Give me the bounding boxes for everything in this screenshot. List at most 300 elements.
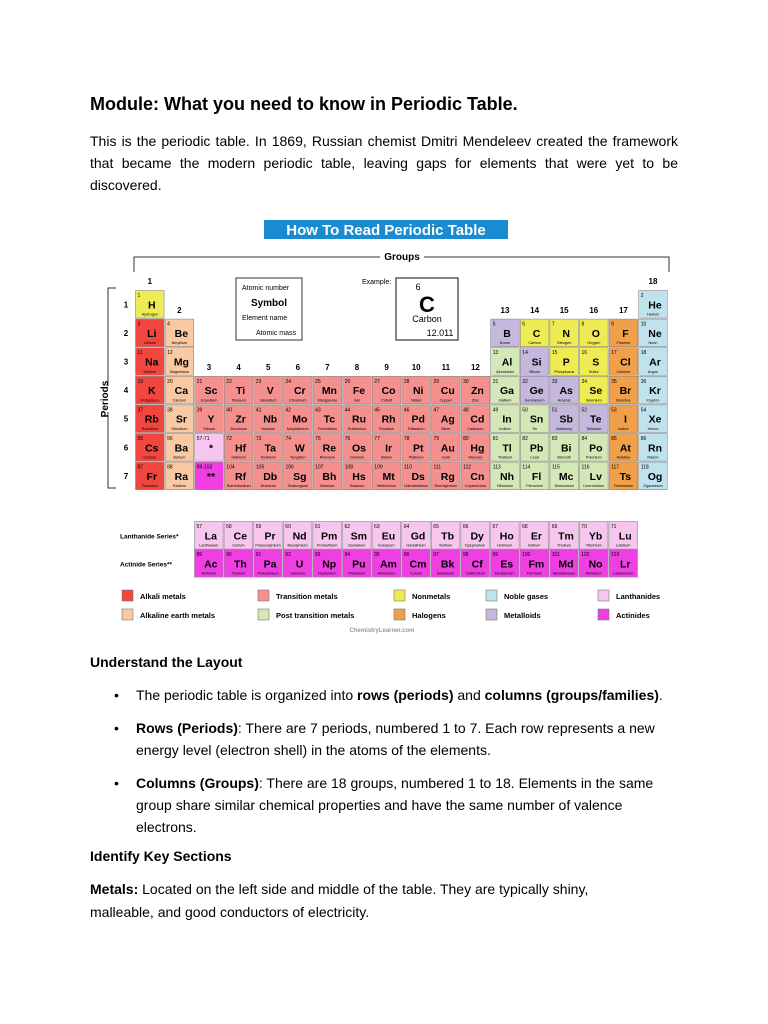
element-symbol: Na	[145, 356, 159, 369]
element-symbol: Fr	[146, 470, 158, 483]
element-name: Sulfur	[588, 369, 599, 374]
element-number: 96	[403, 552, 410, 558]
element-number: 46	[403, 407, 410, 414]
element-symbol: Pb	[529, 442, 544, 455]
element-name: Yttrium	[202, 427, 216, 431]
element-number: 58	[226, 524, 232, 530]
group-number: 4	[236, 363, 241, 372]
element-symbol: Si	[531, 356, 542, 369]
element-number: 31	[492, 378, 499, 385]
example-number: 6	[415, 282, 421, 292]
element-name: Carbon	[528, 341, 541, 346]
element-name: Lanthanum	[199, 543, 219, 548]
section-heading-key-sections: Identify Key Sections	[90, 848, 232, 864]
banner-title: How To Read Periodic Table	[286, 222, 486, 239]
element-symbol: Kr	[649, 385, 661, 398]
element-symbol: Ti	[236, 385, 246, 398]
element-symbol: Se	[589, 385, 603, 398]
element-name: Terbium	[438, 543, 453, 548]
element-number: 78	[403, 436, 410, 442]
element-symbol: Au	[440, 442, 455, 455]
element-number: 13	[492, 350, 499, 357]
element-name: Neodymium	[287, 543, 308, 548]
element-name: Lead	[530, 455, 539, 460]
element-number: 117	[611, 464, 620, 471]
element-symbol: Np	[322, 558, 337, 571]
element-number: 52	[581, 407, 588, 414]
element-symbol: Rf	[235, 470, 247, 483]
element-symbol: Ge	[529, 385, 544, 398]
key-element-name: Element name	[242, 315, 288, 322]
element-name: Dubnium	[260, 484, 276, 489]
element-number: 65	[433, 524, 439, 530]
element-name: Osmium	[349, 455, 365, 460]
element-symbol: Os	[351, 442, 367, 455]
element-number: 60	[285, 524, 291, 530]
element-symbol: Te	[590, 413, 602, 426]
element-number: 93	[314, 552, 321, 558]
element-name: Copernicium	[464, 484, 487, 489]
group-number: 18	[648, 277, 658, 286]
element-name: Cobalt	[381, 398, 393, 403]
element-name: Niobium	[261, 427, 276, 431]
list-item	[90, 684, 680, 706]
element-number: 63	[374, 524, 380, 530]
group-number: 8	[354, 363, 360, 372]
period-number: 2	[123, 328, 129, 338]
element-name: Einsteinium	[494, 571, 515, 576]
legend-swatch	[394, 590, 405, 601]
element-number: 86	[640, 436, 647, 442]
element-symbol: At	[619, 442, 631, 455]
element-name: Magnesium	[169, 369, 190, 374]
element-name: Berkelium	[437, 571, 455, 576]
element-number: 19	[137, 378, 144, 385]
element-number: 118	[640, 464, 649, 471]
element-symbol: Ir	[385, 442, 393, 455]
element-name: Mercury	[468, 455, 483, 460]
element-symbol: Po	[589, 442, 603, 455]
legend-label: Lanthanides	[616, 592, 661, 601]
element-symbol: Mt	[382, 470, 395, 483]
element-symbol: Hs	[352, 470, 366, 483]
element-symbol: F	[622, 327, 629, 340]
element-name: Thulium	[557, 543, 571, 548]
group-number: 7	[325, 363, 330, 372]
element-name: Lawrencium	[612, 571, 634, 576]
element-symbol: Fm	[528, 558, 545, 571]
element-symbol: Cl	[620, 356, 631, 369]
key-symbol: Symbol	[250, 298, 288, 309]
element-name: Neon	[648, 341, 658, 346]
element-symbol: Fe	[352, 385, 366, 398]
element-name: Radium	[172, 484, 186, 489]
element-number: 12	[167, 350, 173, 357]
element-symbol: Cf	[471, 558, 483, 571]
legend-label: Alkaline earth metals	[140, 611, 216, 620]
element-name: Ytterbium	[585, 543, 602, 548]
period-number: 1	[123, 300, 129, 310]
element-name: Astatine	[616, 455, 631, 460]
element-name: Ruthenium	[347, 427, 367, 431]
element-symbol: Bi	[560, 442, 572, 455]
element-symbol: Cs	[145, 442, 159, 455]
element-symbol: Bk	[440, 558, 455, 571]
element-symbol: Sc	[204, 385, 218, 398]
element-number: 74	[285, 436, 292, 442]
period-number: 6	[123, 443, 129, 453]
element-number: 16	[581, 350, 588, 357]
element-name: Moscovium	[554, 484, 574, 489]
group-number: 14	[530, 306, 540, 315]
element-number: 116	[581, 464, 590, 471]
element-number: 105	[255, 464, 265, 471]
legend-label: Transition metals	[276, 592, 338, 601]
bullet-bold: Rows (Periods)	[136, 720, 238, 736]
element-number: 106	[285, 464, 294, 471]
element-symbol: Pd	[411, 413, 425, 426]
element-name: Neptunium	[318, 571, 337, 576]
element-name: Beryllium	[171, 341, 188, 346]
element-symbol: Lv	[589, 470, 602, 483]
element-symbol: Pm	[321, 530, 338, 543]
element-symbol: Es	[500, 558, 514, 571]
element-number: 26	[344, 378, 351, 385]
element-number: 51	[551, 407, 558, 414]
element-name: Tellurium	[586, 427, 602, 431]
group-number: 16	[589, 306, 599, 315]
layout-bullet-list	[90, 684, 680, 849]
example-label: Example:	[362, 279, 392, 286]
element-symbol: Hg	[470, 442, 485, 455]
element-symbol: Ag	[440, 413, 455, 426]
element-name: Hassium	[349, 484, 365, 489]
element-name: Titanium	[231, 398, 246, 403]
element-name: Indium	[499, 427, 511, 431]
element-name: Americium	[377, 571, 396, 576]
element-symbol: Mg	[173, 356, 189, 369]
element-name: Californium	[465, 571, 485, 576]
element-symbol: Er	[530, 530, 542, 543]
element-number: 8	[581, 321, 585, 328]
element-symbol: Db	[263, 470, 278, 483]
element-symbol: In	[502, 413, 512, 426]
group-number: 13	[500, 306, 510, 315]
element-number: 71	[610, 524, 617, 530]
period-number: 3	[123, 357, 129, 367]
element-number: 11	[137, 350, 143, 357]
periods-label: Periods	[100, 380, 111, 418]
element-symbol: Th	[233, 558, 247, 571]
element-number: 25	[315, 378, 321, 385]
group-number: 15	[559, 306, 569, 315]
element-number: 70	[581, 524, 587, 530]
bullet-text: and	[453, 687, 485, 703]
element-symbol: La	[204, 530, 217, 543]
element-symbol: Ne	[648, 327, 662, 340]
element-symbol: N	[562, 327, 570, 340]
element-symbol: Cn	[470, 470, 485, 483]
element-name: Polonium	[585, 455, 602, 460]
element-name: Hydrogen	[141, 312, 159, 317]
element-number: 107	[315, 464, 324, 471]
element-number: 77	[374, 436, 380, 442]
element-name: Praseodymium	[255, 543, 281, 548]
element-symbol: Md	[558, 558, 574, 571]
element-symbol: Mc	[558, 470, 574, 483]
element-number: 81	[492, 436, 499, 442]
period-number: 7	[123, 471, 129, 481]
element-number: 67	[492, 524, 499, 530]
group-number: 12	[470, 363, 480, 372]
group-number: 10	[411, 363, 421, 372]
element-name: Iron	[353, 398, 361, 403]
element-name: Nickel	[411, 398, 422, 403]
bullet-bold: Columns (Groups)	[136, 775, 259, 791]
element-number: 57-71	[196, 436, 210, 442]
element-name: Scandium	[200, 398, 218, 403]
element-name: Phosphorus	[554, 369, 575, 374]
element-symbol: Yb	[588, 530, 603, 543]
element-symbol: Mo	[292, 413, 308, 426]
element-symbol: C	[532, 327, 541, 340]
element-number: 114	[522, 464, 531, 471]
element-symbol: Nb	[263, 413, 278, 426]
element-number: 44	[344, 407, 351, 414]
element-name: Bohrium	[320, 484, 335, 489]
element-name: Argon	[647, 369, 659, 374]
element-symbol: Lr	[619, 558, 631, 571]
element-name: Bromine	[616, 398, 631, 403]
element-number: 80	[463, 436, 469, 442]
element-symbol: Pt	[412, 442, 424, 455]
legend-swatch	[598, 609, 609, 620]
element-name: Lithium	[143, 341, 156, 346]
element-name: Oxygen	[587, 341, 601, 346]
element-name: Mendelevium	[552, 571, 576, 576]
element-symbol: Nh	[500, 470, 514, 483]
element-number: 66	[462, 524, 469, 530]
element-number: 2	[640, 293, 644, 299]
element-number: 89-103	[196, 464, 213, 471]
element-symbol: Rn	[648, 442, 662, 455]
group-number: 17	[618, 306, 628, 315]
element-symbol: I	[623, 413, 627, 426]
element-symbol: Tb	[441, 530, 455, 543]
element-name: Cadmium	[467, 427, 484, 431]
element-number: 33	[551, 378, 558, 385]
element-number: 57	[196, 524, 203, 530]
element-name: Gold	[441, 455, 450, 460]
element-name: Rubidium	[141, 427, 158, 431]
element-symbol: O	[591, 327, 600, 340]
element-number: 94	[344, 552, 351, 558]
element-symbol: W	[294, 442, 305, 455]
element-name: Flerovium	[526, 484, 543, 489]
element-number: 73	[255, 436, 262, 442]
element-symbol: Cd	[470, 413, 485, 426]
element-number: 99	[492, 552, 499, 558]
element-symbol: B	[503, 327, 511, 340]
element-symbol: Ts	[619, 470, 632, 483]
element-name: Zirconium	[230, 427, 247, 431]
element-name: Helium	[647, 312, 659, 317]
element-number: 68	[522, 524, 528, 530]
element-symbol: H	[148, 299, 156, 312]
element-name: Antimony	[556, 427, 573, 431]
element-number: 56	[167, 436, 173, 442]
element-symbol: P	[562, 356, 570, 369]
element-number: 91	[255, 552, 262, 558]
element-number: 7	[551, 321, 555, 328]
element-number: 50	[522, 407, 528, 414]
element-symbol: U	[295, 558, 304, 571]
legend-swatch	[258, 590, 269, 601]
element-symbol: Ac	[204, 558, 218, 571]
element-symbol: Sr	[175, 413, 187, 426]
element-number: 17	[611, 350, 617, 357]
element-number: 89	[196, 552, 203, 558]
element-symbol: S	[592, 356, 600, 369]
element-symbol: Ta	[264, 442, 276, 455]
element-symbol: Xe	[648, 413, 662, 426]
element-name: Manganese	[317, 398, 338, 403]
element-name: Calcium	[172, 398, 187, 403]
element-number: 39	[196, 407, 203, 414]
element-name: Germanium	[524, 398, 545, 403]
element-symbol: Ho	[499, 530, 514, 543]
element-symbol: Pu	[352, 558, 366, 571]
legend-label: Halogens	[412, 611, 446, 620]
element-symbol: Ru	[352, 413, 366, 426]
element-symbol: Cu	[440, 385, 455, 398]
element-number: 109	[374, 464, 383, 471]
legend-label: Post transition metals	[276, 611, 355, 620]
element-number: 55	[137, 436, 144, 442]
legend-label: Metalloids	[504, 611, 541, 620]
element-number: 88	[167, 464, 173, 471]
element-number: 84	[581, 436, 588, 442]
element-name: Potassium	[140, 398, 159, 403]
element-name: Rhodium	[378, 427, 395, 431]
element-number: 38	[167, 407, 173, 414]
element-symbol: Lu	[618, 530, 632, 543]
metals-text: Located on the left side and middle of the table. They are typically shiny, malleable, and good conductors of electricity.	[90, 881, 589, 920]
metals-paragraph	[90, 878, 650, 924]
element-symbol: Re	[322, 442, 337, 455]
element-name: Roentgenium	[434, 484, 458, 489]
element-symbol: Cm	[409, 558, 427, 571]
element-name: Fluorine	[616, 341, 631, 346]
element-number: 37	[137, 407, 144, 414]
element-name: Selenium	[585, 398, 602, 403]
element-name: Palladium	[407, 427, 425, 431]
element-number: 101	[551, 552, 561, 558]
intro-paragraph: This is the periodic table. In 1869, Russian chemist Dmitri Mendeleev created the framework that became the modern periodic table, leaving gaps for elements that were yet to be discovered.	[90, 133, 678, 193]
element-symbol: Zn	[470, 385, 484, 398]
bullet-bold: columns (groups/families)	[484, 687, 659, 703]
actinide-label: Actinide Series**	[120, 561, 173, 569]
element-name: Europium	[378, 543, 395, 548]
element-name: Rutherfordium	[226, 484, 251, 489]
element-name: Radon	[647, 455, 659, 460]
element-number: 85	[611, 436, 617, 442]
element-name: Iridium	[380, 455, 393, 460]
element-symbol: Ba	[174, 442, 189, 455]
element-name: Tantalum	[260, 455, 276, 460]
element-name: Tennessine	[613, 484, 634, 489]
element-number: 108	[344, 464, 354, 471]
element-number: 82	[522, 436, 528, 442]
element-number: 104	[226, 464, 235, 471]
element-symbol: Zr	[235, 413, 246, 426]
element-symbol: Gd	[410, 530, 426, 543]
element-name: Copper	[439, 398, 453, 403]
element-number: 53	[611, 407, 617, 414]
element-number: 27	[374, 378, 380, 385]
element-number: 5	[492, 321, 496, 328]
element-symbol: Ga	[499, 385, 515, 398]
element-number: 95	[374, 552, 380, 558]
element-symbol: Ds	[411, 470, 425, 483]
element-number: 6	[522, 321, 526, 328]
element-symbol: K	[148, 385, 156, 398]
element-symbol: Be	[174, 327, 189, 340]
group-number: 3	[206, 363, 212, 372]
element-name: Barium	[173, 455, 186, 460]
element-symbol: Ni	[412, 385, 424, 398]
bullet-bold: rows (periods)	[357, 687, 454, 703]
bullet-text: : There are 7 periods, numbered 1 to 7. Each row represents a new energy level (electron shell) in the atoms of the elements.	[136, 720, 655, 758]
period-number: 4	[123, 386, 129, 396]
element-name: Strontium	[171, 427, 188, 431]
element-name: Meitnerium	[377, 484, 396, 489]
list-item	[90, 717, 680, 761]
element-number: 112	[463, 464, 472, 471]
element-name: Gallium	[498, 398, 512, 403]
element-symbol: Br	[619, 385, 632, 398]
bullet-text: : There are 18 groups, numbered 1 to 18. Elements in the same group share similar chemical properties and have the same number of valence electrons.	[136, 775, 654, 835]
element-number: 22	[226, 378, 232, 385]
element-name: Iodine	[618, 427, 629, 431]
element-symbol: Ce	[233, 530, 248, 543]
group-number: 1	[147, 277, 153, 286]
element-number: 3	[137, 321, 141, 328]
example-symbol: C	[419, 292, 435, 317]
element-name: Nihonium	[496, 484, 514, 489]
element-symbol: Sn	[529, 413, 544, 426]
group-number: 9	[384, 363, 389, 372]
page-title: Module: What you need to know in Periodic Table.	[90, 94, 518, 114]
element-symbol: Sm	[350, 530, 367, 543]
element-number: 72	[226, 436, 232, 442]
element-name: Platinum	[408, 455, 424, 460]
element-number: 28	[403, 378, 410, 385]
element-symbol: Eu	[381, 530, 396, 543]
element-number: 90	[226, 552, 232, 558]
element-symbol: No	[588, 558, 603, 571]
element-name: Darmstadtium	[404, 484, 429, 489]
element-symbol: Ra	[174, 470, 189, 483]
element-name: Krypton	[646, 398, 660, 403]
element-symbol: Fl	[531, 470, 542, 483]
key-atomic-number: Atomic number	[242, 285, 290, 292]
example-mass: 12.011	[426, 328, 454, 338]
element-number: 15	[551, 350, 558, 357]
element-number: 76	[344, 436, 351, 442]
element-symbol: Mn	[321, 385, 337, 398]
element-name: Cesium	[143, 455, 157, 460]
